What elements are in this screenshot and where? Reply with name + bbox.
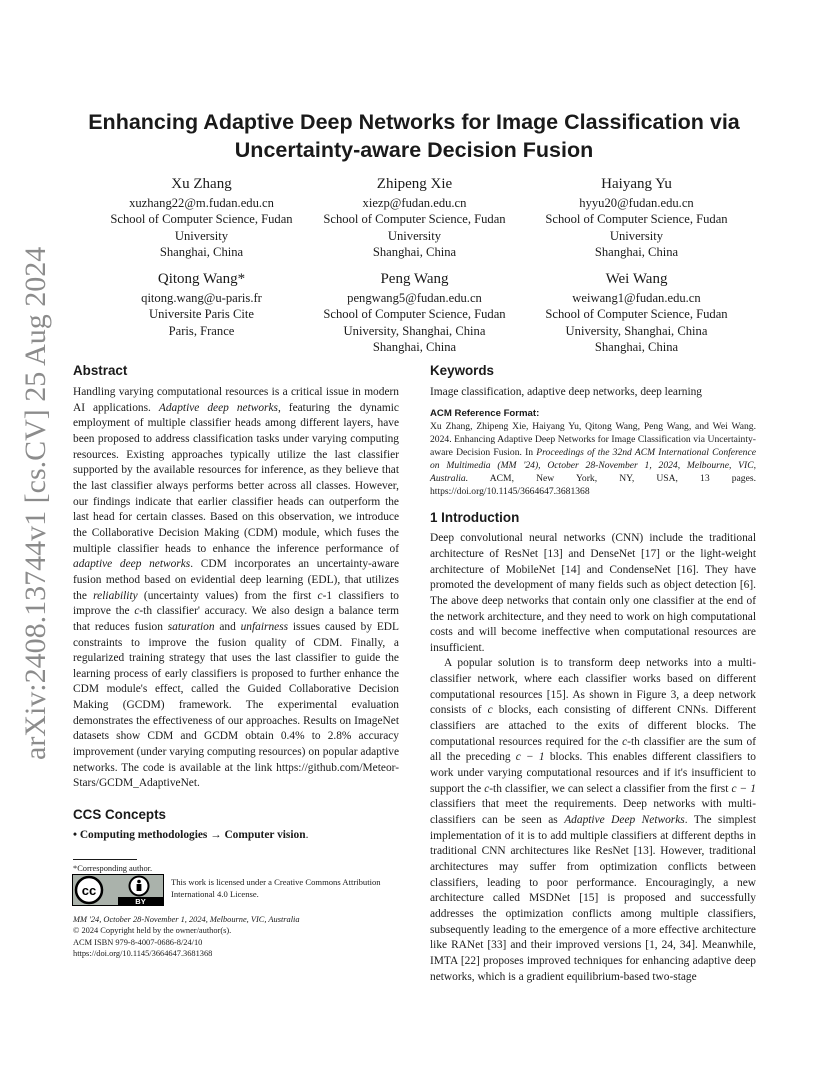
intro-paragraph-1: Deep convolutional neural networks (CNN) include the traditional architecture of ResNet [13] and DenseNet [17] or the light-weight architecture of MobileNet [14] and CondenseNet [16]. They have promoted the development of many fields such as object detection [6]. The above deep networks that contain only one classifier at the end of the network architecture, and they need to work on high computational costs and will become ineffective when computational resources are insufficient. [430,532,756,654]
author-affiliation: School of Computer Science, Fudan [545,212,728,227]
isbn-line: ACM ISBN 979-8-4007-0686-8/24/10 [73,937,203,947]
author-location: Shanghai, China [594,244,679,259]
author-affiliation: School of Computer Science, Fudan [323,307,506,322]
author-name: Zhipeng Xie [376,176,453,192]
acm-reference-heading: ACM Reference Format: [430,407,540,419]
author-name: Peng Wang [380,271,449,287]
cc-by-license-badge [72,874,164,906]
publication-info [73,914,399,959]
author-email: xuzhang22@m.fudan.edu.cn [129,196,274,210]
author-affiliation: School of Computer Science, Fudan [110,212,293,227]
author-location: Shanghai, China [159,244,244,259]
abstract-body: Handling varying computational resources is a critical issue in modern AI applications. Adaptive deep networks, featuring the dynamic employment of multiple classifier heads among different layers, have been proposed to address classification tasks under varying computing resources. Existing approaches typically utilize the last classifier supported by the available resources for inference, as they believe that the last classifier always performs better across all classes. However, our findings indicate that earlier classifier heads can outperform the last head for certain classes. Based on this observation, we introduce the Collaborative Decision Making (CDM) module, which fuses the multiple classifier heads to enhance the inference performance of adaptive deep networks. CDM incorporates an uncertainty-aware fusion method based on evidential deep learning (EDL), that utilizes the reliability (uncertainty values) from the first c-1 classifiers to improve the c-th classifier' accuracy. We also design a balance term that reduces fusion saturation and unfairness issues caused by EDL constraints to improve the fusion quality of CDM. Finally, a regularized training strategy that uses the last classifier to guide the learning process of early classifiers is proposed to further enhance the CDM module's effect, called the Guided Collaborative Decision Making (GCDM) framework. The experimental evaluation demonstrates the effectiveness of our approaches. Results on ImageNet datasets show CDM and GCDM obtain 0.4% to 2.8% accuracy improvement (under varying computing resources) on popular adaptive networks. The code is available at the link https://github.com/Meteor-Stars/GCDM_AdaptiveNet. [73,386,399,790]
author-affiliation: School of Computer Science, Fudan [323,212,506,227]
author-email: qitong.wang@u-paris.fr [141,291,262,305]
author-name: Xu Zhang [171,176,232,192]
ccs-heading: CCS Concepts [73,807,167,823]
license-text: This work is licensed under a Creative Commons Attribution International 4.0 License. [171,877,381,899]
acm-reference-text: Xu Zhang, Zhipeng Xie, Haiyang Yu, Qitong Wang, Peng Wang, and Wei Wang. 2024. Enhancing Adaptive Deep Networks for Image Classification via Uncertainty-aware Decision Fusion. In Proceedings of the 32nd ACM International Conference on Multimedia (MM '24), October 28-November 1, 2024, Melbourne, VIC, Australia. ACM, New York, NY, USA, 13 pages. https://doi.org/10.1145/3664647.3681368 [430,420,756,498]
author-affiliation: University [174,228,229,243]
author-affiliation: School of Computer Science, Fudan [545,307,728,322]
author-block [94,174,309,260]
author-block [94,269,309,339]
author-affiliation: University, Shanghai, China [565,323,708,338]
conference-line: MM '24, October 28-November 1, 2024, Melbourne, VIC, Australia [73,915,300,924]
author-block [307,174,522,260]
author-name: Haiyang Yu [601,176,672,192]
arxiv-identifier: arXiv:2408.13744v1 [cs.CV] 25 Aug 2024 [19,246,52,760]
copyright-line: © 2024 Copyright held by the owner/author(s). [73,926,232,936]
intro-paragraph-2: A popular solution is to transform deep networks into a multi-classifier network, where each classifier works based on different computational resources [15]. As shown in Figure 3, a deep network consists of c blocks, each consisting of different CNNs. Different classifiers are attached to the exits of different blocks. The computational resources required for the c-th classifier are the sum of all the preceding c − 1 blocks. This enables different classifiers to work under varying computational resources and if it's insufficient to support the c-th classifier, we can select a classifier from the first c − 1 classifiers that meet the requirements. Deep networks with multi-classifiers can be seen as Adaptive Deep Networks. The simplest implementation of it is to add multiple classifiers at different depths in traditional CNN architectures like ResNet [13]. However, traditional architectures may suffer from optimization conflicts between classifiers, leading to poor performance. Encouragingly, a new architecture called MSDNet [15] is proposed and successfully addresses the optimization conflicts among multiple classifiers, subsequently leading to the emergence of a more effective architecture like RANet [33] and their improved versions [1, 24, 34]. Meanwhile, IMTA [22] proposes improved techniques for enhancing adaptive deep networks, which is a gradient equilibrium-based two-stage [430,657,756,983]
footnote: *Corresponding author. [73,863,153,873]
doi-line: https://doi.org/10.1145/3664647.3681368 [73,948,213,958]
author-affiliation: University [609,228,664,243]
author-name: Qitong Wang* [157,271,246,287]
by-badge-label: BY [135,897,146,906]
left-column [73,362,399,874]
author-block [529,269,744,355]
introduction-heading: 1 Introduction [430,510,520,526]
abstract-heading: Abstract [73,363,128,378]
author-name: Wei Wang [605,271,668,287]
keywords-heading: Keywords [430,363,494,378]
author-location: Shanghai, China [372,244,457,259]
ccs-concept: • Computing methodologies → Computer vision. [73,829,309,842]
author-block [529,174,744,260]
footnote-rule [73,859,137,860]
author-affiliation: University [387,228,442,243]
author-location: Shanghai, China [594,339,679,354]
author-affiliation: Universite Paris Cite [149,307,254,322]
right-column [430,362,756,985]
author-email: xiezp@fudan.edu.cn [362,196,467,210]
author-email: weiwang1@fudan.edu.cn [572,291,701,305]
cc-badge-label: cc [81,883,97,898]
cc-by-icon [72,874,164,906]
keywords-text: Image classification, adaptive deep networks, deep learning [430,386,703,398]
author-email: pengwang5@fudan.edu.cn [347,291,482,305]
author-block [307,269,522,355]
author-affiliation: University, Shanghai, China [343,323,486,338]
author-location: Shanghai, China [372,339,457,354]
author-location: Paris, France [168,323,235,338]
author-email: hyyu20@fudan.edu.cn [579,196,694,210]
paper-title: Enhancing Adaptive Deep Networks for Image Classification via Uncertainty-aware Decision Fusion [88,110,740,162]
